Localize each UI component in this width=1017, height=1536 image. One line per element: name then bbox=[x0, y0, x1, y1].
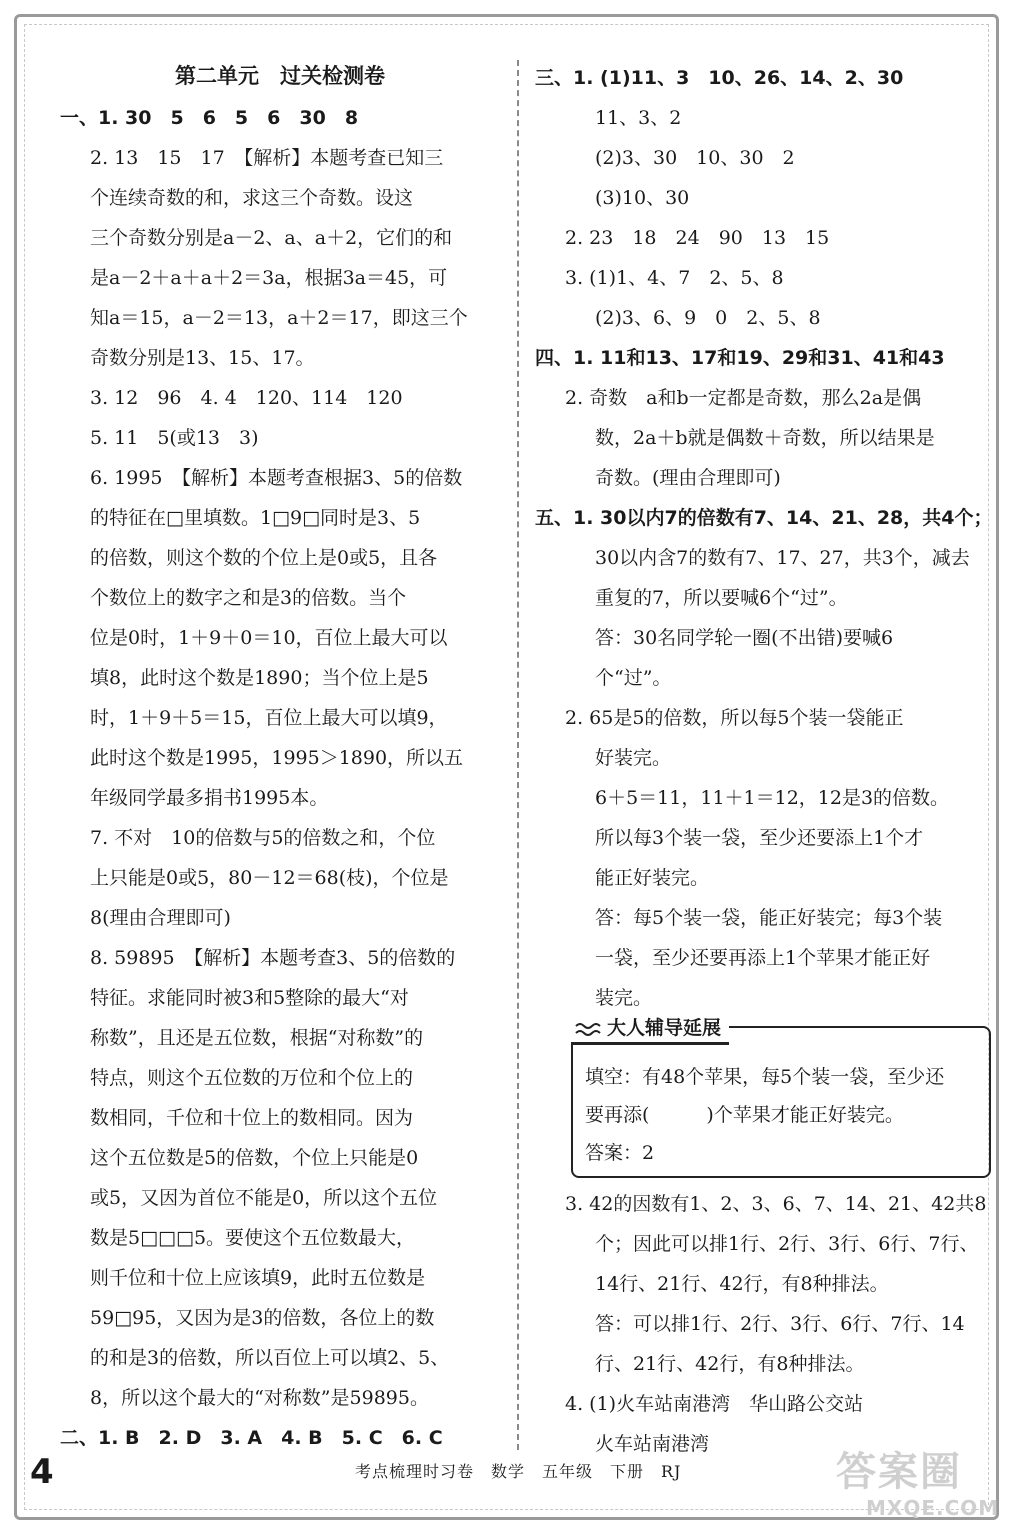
watermark-url: MXQE.COM bbox=[866, 1496, 1000, 1520]
answer-line: 59□95，又因为是3的倍数，各位上的数 bbox=[90, 1307, 435, 1329]
answer-line: 火车站南港湾 bbox=[595, 1433, 710, 1455]
answer-line: 三个奇数分别是a－2、a、a＋2，它们的和 bbox=[90, 227, 453, 249]
box-line: 填空：有48个苹果，每5个装一袋，至少还 bbox=[585, 1066, 945, 1088]
answer-line: 行、21行、42行，有8种排法。 bbox=[595, 1353, 865, 1375]
answer-line: 奇数分别是13、15、17。 bbox=[90, 347, 315, 369]
answer-line: 三、1. (1)11、3 10、26、14、2、30 bbox=[535, 67, 904, 89]
answer-line: 8，所以这个最大的“对称数”是59895。 bbox=[90, 1387, 429, 1409]
answer-line: 数是5□□□5。要使这个五位数最大， bbox=[90, 1227, 416, 1249]
answer-line: 3. 12 96 4. 4 120、114 120 bbox=[90, 387, 403, 409]
answer-line: 4. (1)火车站南港湾 华山路公交站 bbox=[565, 1393, 864, 1415]
answer-line: 则千位和十位上应该填9，此时五位数是 bbox=[90, 1267, 426, 1289]
answer-line: 这个五位数是5的倍数，个位上只能是0 bbox=[90, 1147, 419, 1169]
answer-line: 的特征在□里填数。1□9□同时是3、5 bbox=[90, 507, 421, 529]
answer-line: 好装完。 bbox=[595, 747, 672, 769]
answer-line: 8. 59895 【解析】本题考查3、5的倍数的 bbox=[90, 947, 456, 969]
box-line: 答案：2 bbox=[585, 1142, 655, 1164]
answer-line: 奇数。(理由合理即可) bbox=[595, 467, 781, 489]
answer-line: 二、1. B 2. D 3. A 4. B 5. C 6. C bbox=[60, 1427, 443, 1449]
column-divider bbox=[517, 60, 519, 1450]
answer-line: 能正好装完。 bbox=[595, 867, 710, 889]
answer-line: (3)10、30 bbox=[595, 187, 690, 209]
answer-line: 四、1. 11和13、17和19、29和31、41和43 bbox=[535, 347, 945, 369]
watermark-logo bbox=[836, 1448, 1000, 1528]
answer-line: 6＋5＝11，11＋1＝12，12是3的倍数。 bbox=[595, 787, 950, 809]
answer-line: 11、3、2 bbox=[595, 107, 682, 129]
answer-line: 个“过”。 bbox=[595, 667, 672, 689]
answer-line: 是a－2＋a＋a＋2＝3a，根据3a＝45，可 bbox=[90, 267, 448, 289]
answer-line: 装完。 bbox=[595, 987, 653, 1009]
answer-line: 的和是3的倍数，所以百位上可以填2、5、 bbox=[90, 1347, 450, 1369]
answer-line: 一袋，至少还要再添上1个苹果才能正好 bbox=[595, 947, 931, 969]
answer-line: (2)3、6、9 0 2、5、8 bbox=[595, 307, 821, 329]
answer-line: 答：可以排1行、2行、3行、6行、7行、14 bbox=[595, 1313, 965, 1335]
left-column bbox=[60, 58, 500, 1458]
answer-line: 年级同学最多捐书1995本。 bbox=[90, 787, 329, 809]
watermark-cn: 答案圈 bbox=[836, 1449, 962, 1495]
answer-line: 的倍数，则这个数的个位上是0或5，且各 bbox=[90, 547, 438, 569]
answer-line: 8(理由合理即可) bbox=[90, 907, 231, 929]
answer-line: 答：每5个装一袋，能正好装完；每3个装 bbox=[595, 907, 943, 929]
answer-line: 3. (1)1、4、7 2、5、8 bbox=[565, 267, 784, 289]
tutoring-extension-box bbox=[571, 1017, 991, 1178]
answer-line: 称数”，且还是五位数，根据“对称数”的 bbox=[90, 1027, 424, 1049]
answer-line: 2. 65是5的倍数，所以每5个装一袋能正 bbox=[565, 707, 904, 729]
answer-line: 30以内含7的数有7、17、27，共3个，减去 bbox=[595, 547, 970, 569]
answer-line: 数相同，千位和十位上的数相同。因为 bbox=[90, 1107, 414, 1129]
answer-line: (2)3、30 10、30 2 bbox=[595, 147, 795, 169]
answer-line: 填8，此时这个数是1890；当个位上是5 bbox=[90, 667, 429, 689]
answer-line: 时，1＋9＋5＝15，百位上最大可以填9， bbox=[90, 707, 448, 729]
answer-line: 2. 奇数 a和b一定都是奇数，那么2a是偶 bbox=[565, 387, 922, 409]
answer-line: 一、1. 30 5 6 5 6 30 8 bbox=[60, 107, 359, 129]
answer-line: 14行、21行、42行，有8种排法。 bbox=[595, 1273, 889, 1295]
answer-line: 7. 不对 10的倍数与5的倍数之和，个位 bbox=[90, 827, 436, 849]
answer-line: 3. 42的因数有1、2、3、6、7、14、21、42共8 bbox=[565, 1193, 987, 1215]
answer-line: 个连续奇数的和，求这三个奇数。设这 bbox=[90, 187, 414, 209]
box-label-text: 大人辅导延展 bbox=[607, 1017, 722, 1039]
footer-text: 考点梳理时习卷 数学 五年级 下册 RJ bbox=[355, 1462, 682, 1481]
answer-line: 特点，则这个五位数的万位和个位上的 bbox=[90, 1067, 414, 1089]
answer-line: 或5，又因为首位不能是0，所以这个五位 bbox=[90, 1187, 438, 1209]
answer-line: 2. 23 18 24 90 13 15 bbox=[565, 227, 830, 249]
answer-line: 5. 11 5(或13 3) bbox=[90, 427, 259, 449]
tutoring-extension-label bbox=[571, 1014, 729, 1045]
answer-line: 个数位上的数字之和是3的倍数。当个 bbox=[90, 587, 407, 609]
answer-line: 数，2a＋b就是偶数＋奇数，所以结果是 bbox=[595, 427, 935, 449]
box-line: 要再添( )个苹果才能正好装完。 bbox=[585, 1104, 904, 1126]
answer-line: 特征。求能同时被3和5整除的最大“对 bbox=[90, 987, 409, 1009]
answer-line: 此时这个数是1995，1995＞1890，所以五 bbox=[90, 747, 464, 769]
answer-line: 知a＝15，a－2＝13，a＋2＝17，即这三个 bbox=[90, 307, 468, 329]
answer-line: 答：30名同学轮一圈(不出错)要喊6 bbox=[595, 627, 894, 649]
answer-line: 上只能是0或5，80－12＝68(枝)，个位是 bbox=[90, 867, 449, 889]
page-number: 4 bbox=[30, 1452, 54, 1492]
answer-line: 所以每3个装一袋，至少还要添上1个才 bbox=[595, 827, 924, 849]
answer-line: 个；因此可以排1行、2行、3行、6行、7行、 bbox=[595, 1233, 979, 1255]
right-column bbox=[535, 58, 993, 1464]
answer-line: 2. 13 15 17 【解析】本题考查已知三 bbox=[90, 147, 444, 169]
answer-line: 重复的7，所以要喊6个“过”。 bbox=[595, 587, 848, 609]
answer-line: 五、1. 30以内7的倍数有7、14、21、28，共4个； bbox=[535, 507, 993, 529]
answer-line: 6. 1995 【解析】本题考查根据3、5的倍数 bbox=[90, 467, 463, 489]
wave-lines-icon bbox=[575, 1021, 601, 1037]
page-title: 第二单元 过关检测卷 bbox=[175, 64, 385, 88]
answer-line: 位是0时，1＋9＋0＝10，百位上最大可以 bbox=[90, 627, 448, 649]
